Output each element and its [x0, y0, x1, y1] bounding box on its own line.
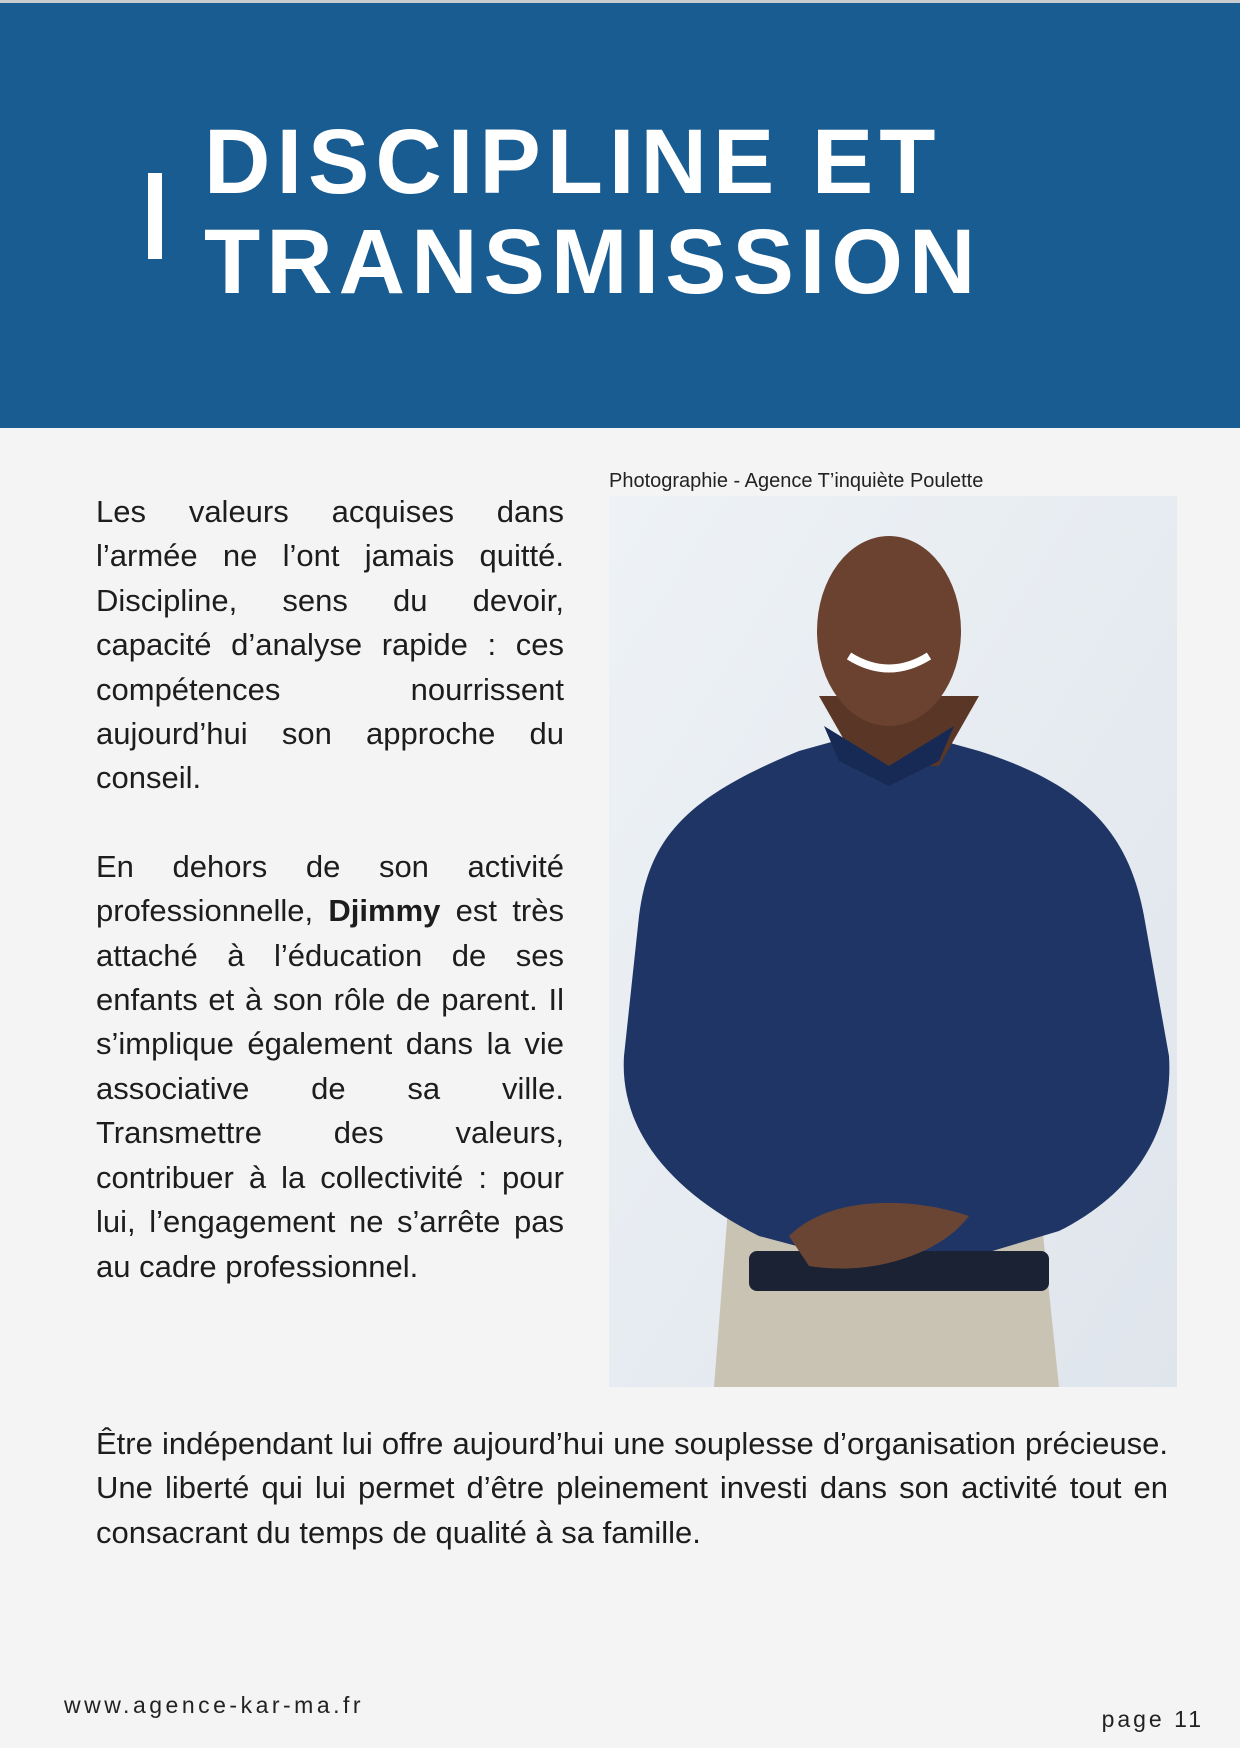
portrait-photo	[609, 496, 1177, 1387]
paragraph-3: Être indépendant lui offre aujourd’hui une souplesse d’organisation précieuse. Une liberté qui lui permet d’être pleinement investi dans son activité tout en consacrant du temps de qualité à sa famille.	[96, 1426, 1168, 1550]
left-column	[96, 490, 564, 1333]
paragraph-1: Les valeurs acquises dans l’armée ne l’ont jamais quitté. Discipline, sens du devoir, capacité d’analyse rapide : ces compétences nourrissent aujourd’hui son approche du conseil.	[96, 494, 564, 796]
name-bold: Djimmy	[328, 893, 441, 929]
title-line-1: DISCIPLINE ET	[204, 111, 942, 213]
p2-text-rest: est très attaché à l’éducation de ses enfants et à son rôle de parent. Il s’implique également dans la vie associative de sa ville. Transmettre des valeurs, contribuer à la collectivité : pour lui, l’engagement ne s’arrête pas au cadre professionnel.	[96, 893, 564, 1284]
title-line-2: TRANSMISSION	[204, 211, 982, 313]
page-number: page 11	[1101, 1706, 1204, 1732]
photo-caption: Photographie - Agence T’inquiète Poulette	[609, 470, 984, 492]
p2-text: En dehors de son activité professionnelle,	[96, 848, 564, 929]
paragraph-2	[96, 845, 564, 1289]
footer-website-link[interactable]: www.agence-kar-ma.fr	[64, 1692, 365, 1718]
title-accent-bar	[148, 173, 162, 259]
page-title	[204, 112, 981, 312]
